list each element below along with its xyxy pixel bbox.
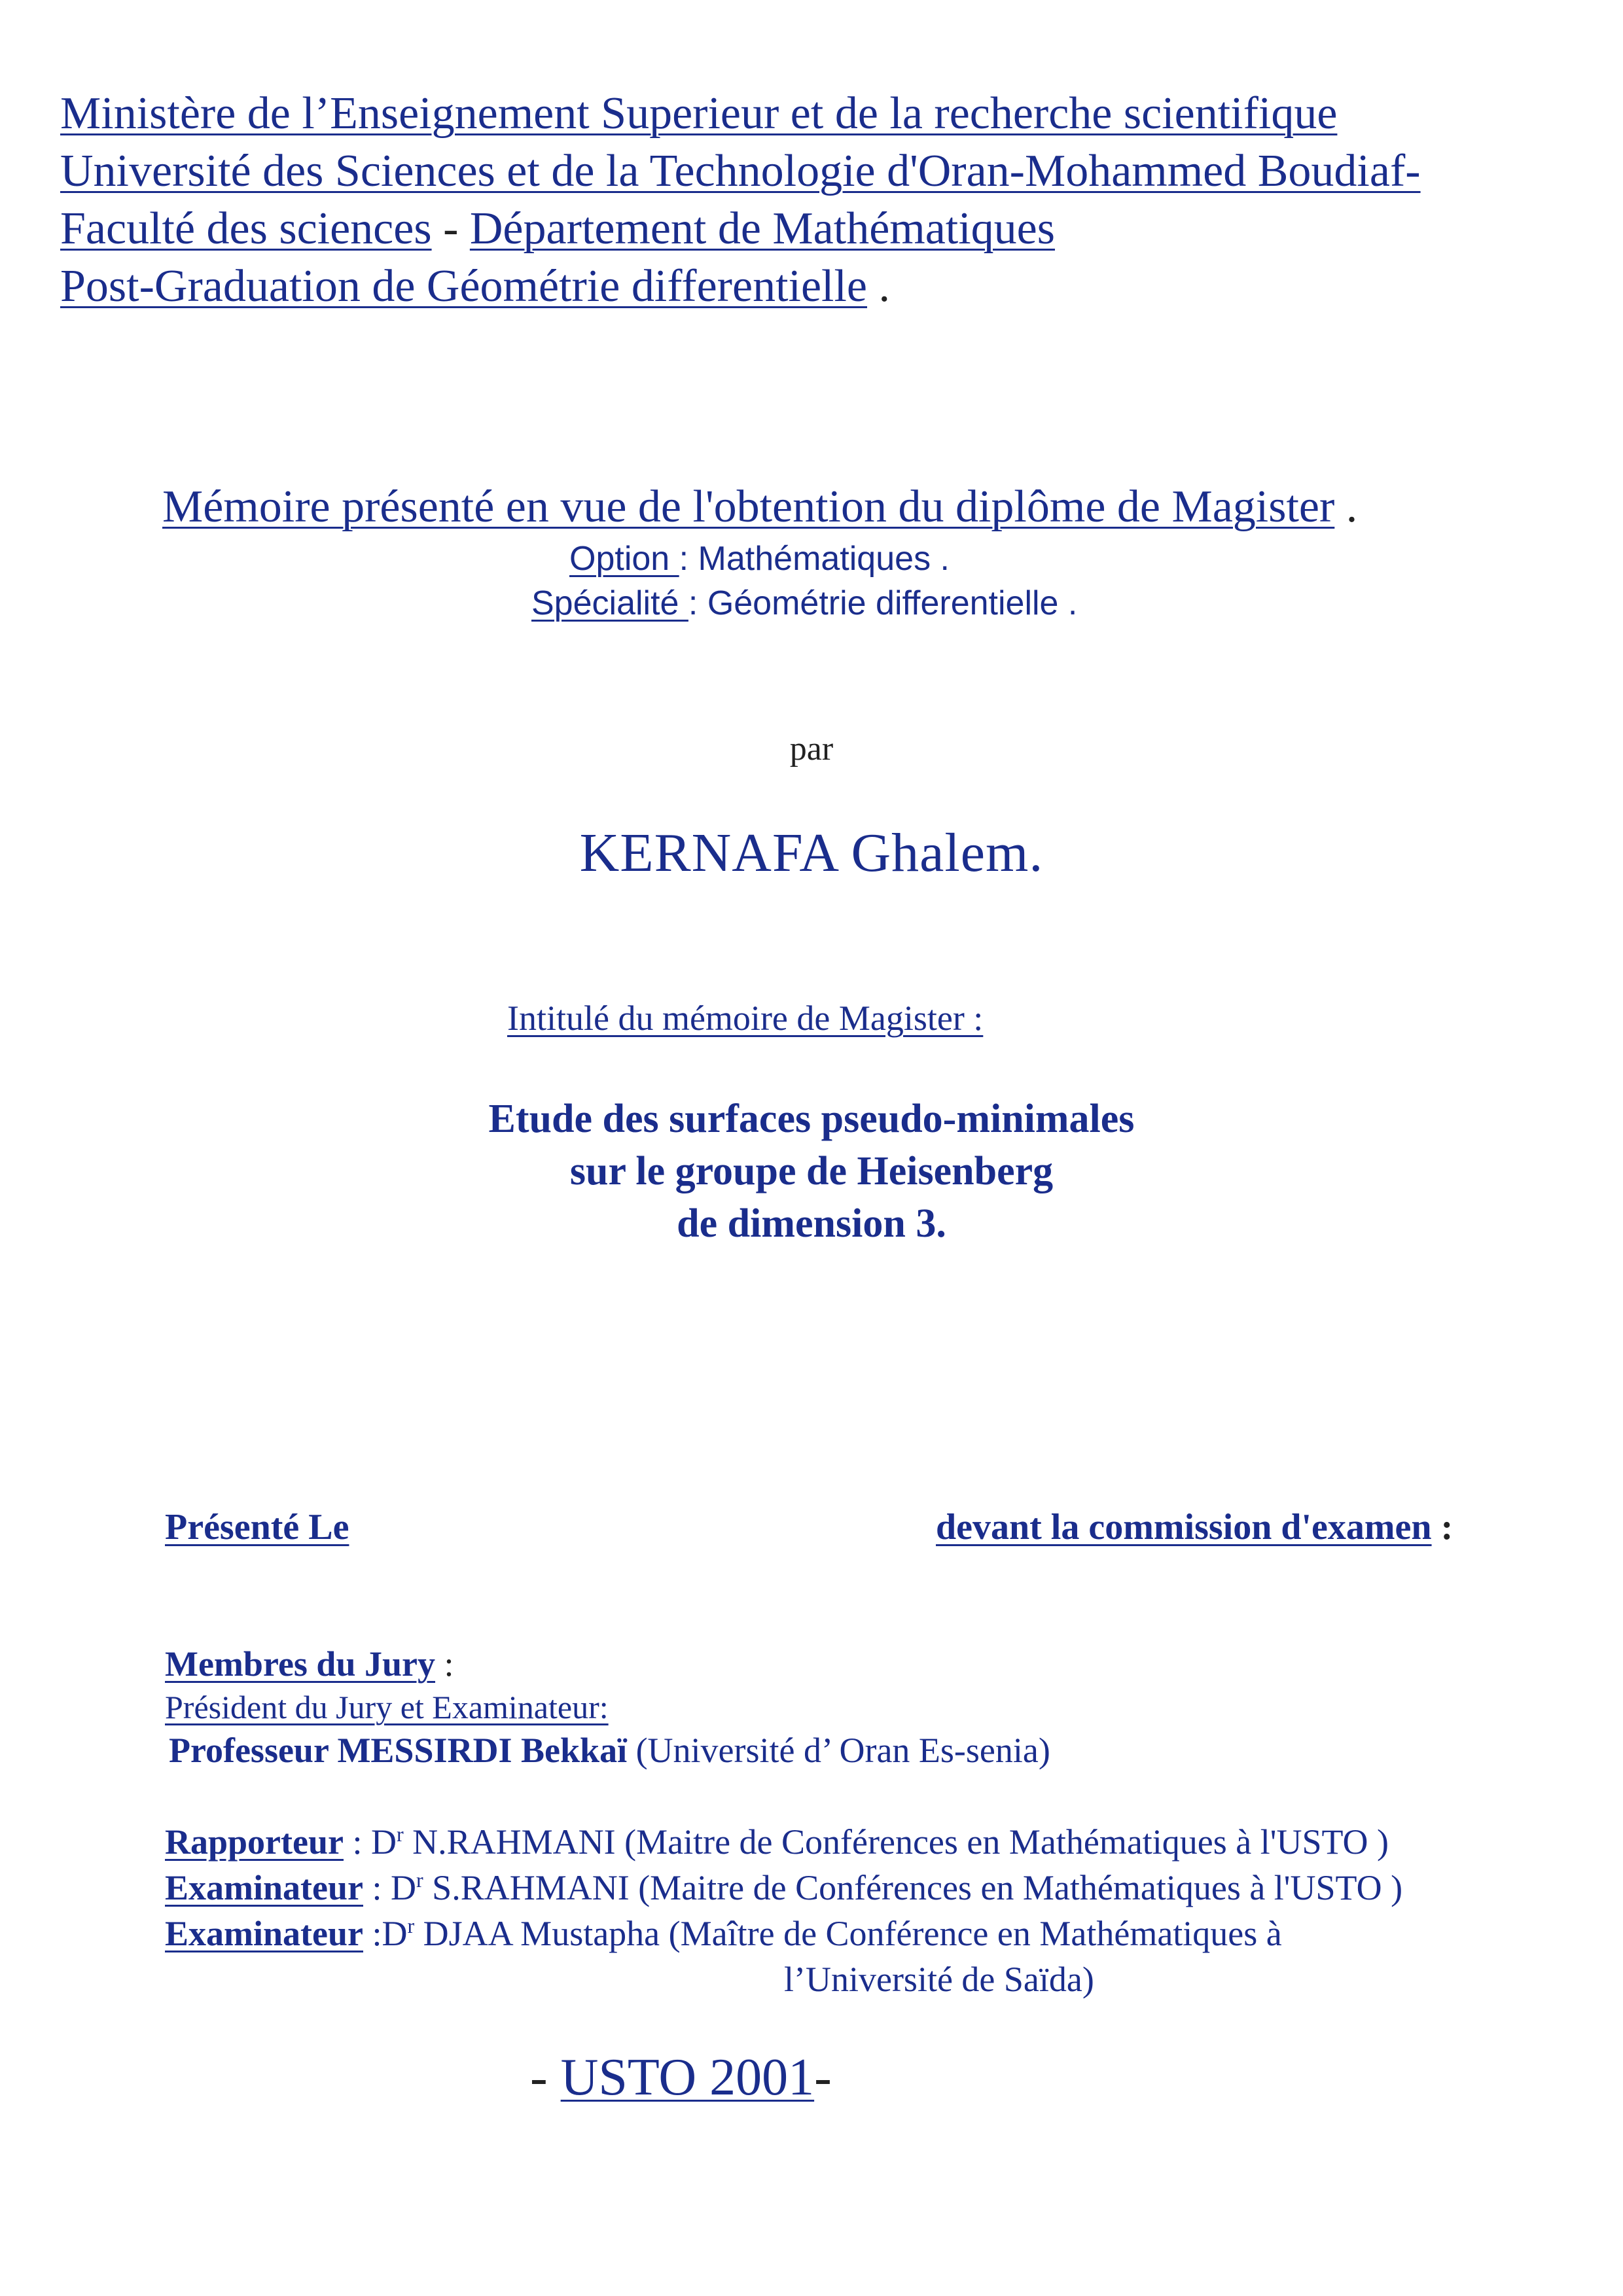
option-value: : Mathématiques . — [679, 540, 950, 578]
jury-examinateur-1-sup: r — [416, 1868, 423, 1892]
jury-heading-end: : — [435, 1644, 454, 1684]
devant-commission — [936, 1506, 1453, 1548]
specialite-label: Spécialité — [531, 584, 688, 622]
jury-examinateur-2-label: Examinateur — [165, 1914, 363, 1953]
jury-examinateur-2-sup: r — [407, 1914, 415, 1937]
jury-president-name: Professeur MESSIRDI Bekkaï — [169, 1731, 628, 1770]
faculty-separator: - — [431, 203, 470, 254]
footer-pre: - — [530, 2049, 561, 2106]
jury-president-role — [165, 1684, 609, 1730]
jury-examinateur-1-label: Examinateur — [165, 1868, 363, 1907]
university-line — [60, 143, 1592, 200]
footer-usto-text: USTO 2001 — [560, 2049, 815, 2106]
ministry-line — [60, 85, 1592, 143]
devant-commission-text: devant la commission d'examen — [936, 1507, 1432, 1547]
presente-le — [165, 1506, 349, 1548]
thesis-title-line-3: de dimension 3. — [677, 1201, 946, 1246]
specialite-line — [531, 582, 1077, 624]
institution-header — [60, 85, 1592, 315]
jury-heading — [165, 1641, 454, 1687]
memoire-statement-end: . — [1334, 482, 1358, 532]
postgraduation-line — [60, 258, 1592, 315]
jury-rapporteur-label: Rapporteur — [165, 1822, 344, 1862]
intitule-text: Intitulé du mémoire de Magister : — [507, 998, 984, 1038]
jury-president-role-text: Président du Jury et Examinateur: — [165, 1689, 609, 1725]
thesis-title-line-2: sur le groupe de Heisenberg — [569, 1149, 1054, 1193]
author-name: KERNAFA Ghalem. — [579, 822, 1044, 883]
jury-president-affiliation: (Université d’ Oran Es-senia) — [627, 1731, 1050, 1770]
jury-examinateur-2-cont-text: l’Université de Saïda) — [784, 1960, 1094, 1999]
department-text: Département de Mathématiques — [469, 203, 1055, 254]
ministry-text: Ministère de l’Enseignement Superieur et de la recherche scientifique — [60, 88, 1338, 139]
faculty-line — [60, 200, 1592, 258]
faculty-text: Faculté des sciences — [60, 203, 432, 254]
footer-post: - — [814, 2049, 832, 2106]
specialite-value: : Géométrie differentielle . — [688, 584, 1078, 622]
jury-examinateur-2-cont — [784, 1956, 1094, 2002]
option-line — [569, 538, 950, 580]
jury-president — [169, 1727, 1050, 1773]
jury-examinateur-2-text: DJAA Mustapha (Maître de Conférence en Mathématiques à — [414, 1914, 1282, 1953]
memoire-statement — [162, 478, 1357, 537]
memoire-statement-text: Mémoire présenté en vue de l'obtention du diplôme de Magister — [162, 482, 1335, 532]
jury-rapporteur-text: N.RAHMANI (Maitre de Conférences en Mathématiques à l'USTO ) — [403, 1822, 1389, 1862]
jury-examinateur-1-pre: : D — [363, 1868, 416, 1907]
postgraduation-end: . — [867, 261, 890, 311]
jury-examinateur-2 — [165, 1911, 1282, 1956]
thesis-title — [0, 1093, 1623, 1250]
intitule-heading — [507, 998, 983, 1038]
jury-rapporteur-sup: r — [396, 1822, 404, 1846]
postgraduation-text: Post-Graduation de Géométrie differentielle — [60, 261, 867, 311]
jury-examinateur-1 — [165, 1865, 1402, 1911]
footer-usto — [530, 2048, 832, 2108]
jury-examinateur-2-pre: :D — [363, 1914, 408, 1953]
presente-le-text: Présenté Le — [165, 1507, 349, 1547]
jury-heading-text: Membres du Jury — [165, 1644, 435, 1684]
university-text: Université des Sciences et de la Technologie d'Oran-Mohammed Boudiaf- — [60, 146, 1421, 196]
thesis-title-line-1: Etude des surfaces pseudo-minimales — [488, 1097, 1135, 1141]
jury-examinateur-1-text: S.RAHMANI (Maitre de Conférences en Mathématiques à l'USTO ) — [423, 1868, 1403, 1907]
par-text: par — [789, 730, 834, 768]
option-label: Option — [569, 540, 679, 578]
devant-commission-end: : — [1431, 1507, 1454, 1547]
jury-rapporteur — [165, 1819, 1389, 1865]
jury-rapporteur-pre: : D — [343, 1822, 397, 1862]
